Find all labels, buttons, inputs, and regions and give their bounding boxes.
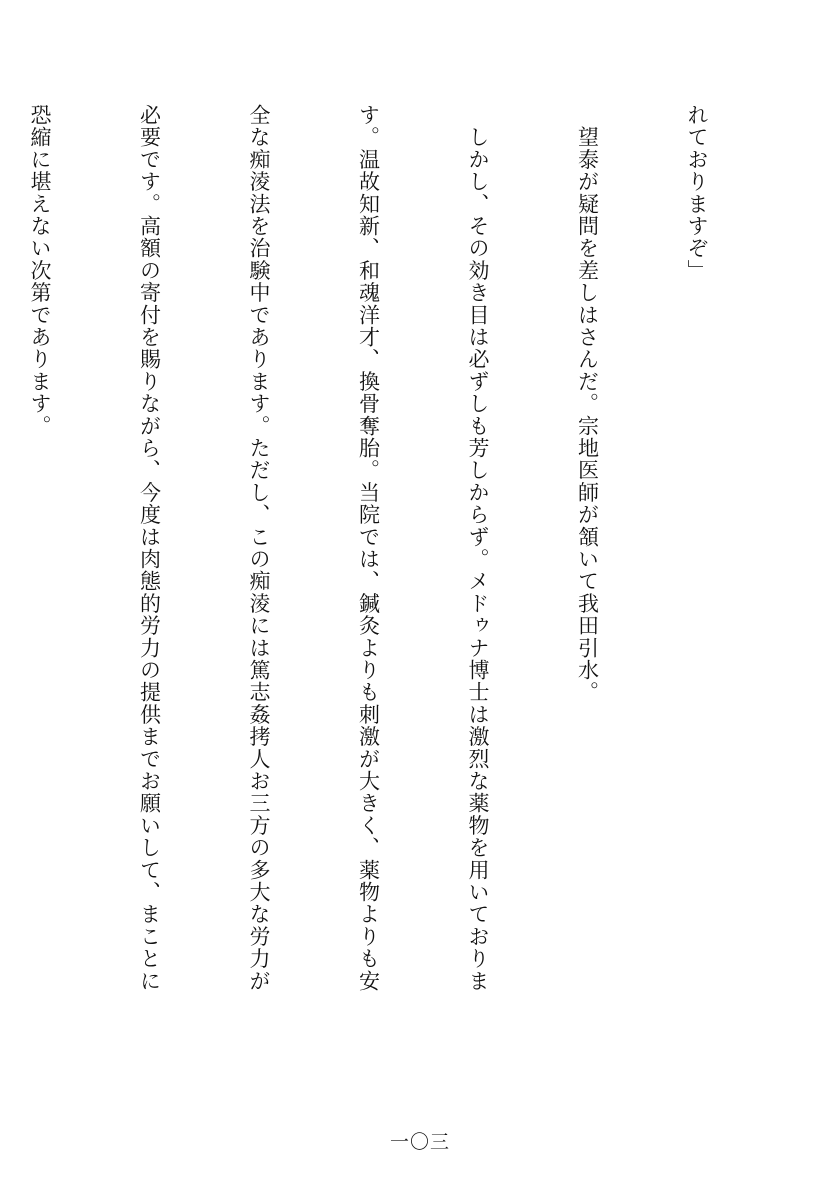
- text-line: す。温故知新、和魂洋才、換骨奪胎。当院では、鍼灸よりも刺激が大きく、薬物よりも安: [356, 104, 381, 992]
- vertical-text-body: [28, 104, 788, 1004]
- text-line: 恐縮に堪えない次第であります。: [28, 104, 52, 437]
- page-number: 一〇三: [389, 1131, 450, 1153]
- text-line: 望泰が疑問を差しはさんだ。宗地医師が頷いて我田引水。: [575, 104, 600, 704]
- text-line: 全な痴淩法を治験中であります。ただし、この痴淩には篤志姦拷人お三方の多大な労力が: [247, 104, 271, 992]
- text-line: しかし、その効き目は必ずしも芳しからず。メドゥナ博士は激烈な薬物を用いておりま: [466, 104, 490, 992]
- text-line: れておりますぞ」: [685, 104, 709, 282]
- text-line: 必要です。高額の寄付を賜りながら、今度は肉態的労力の提供までお願いして、まことに: [137, 104, 162, 992]
